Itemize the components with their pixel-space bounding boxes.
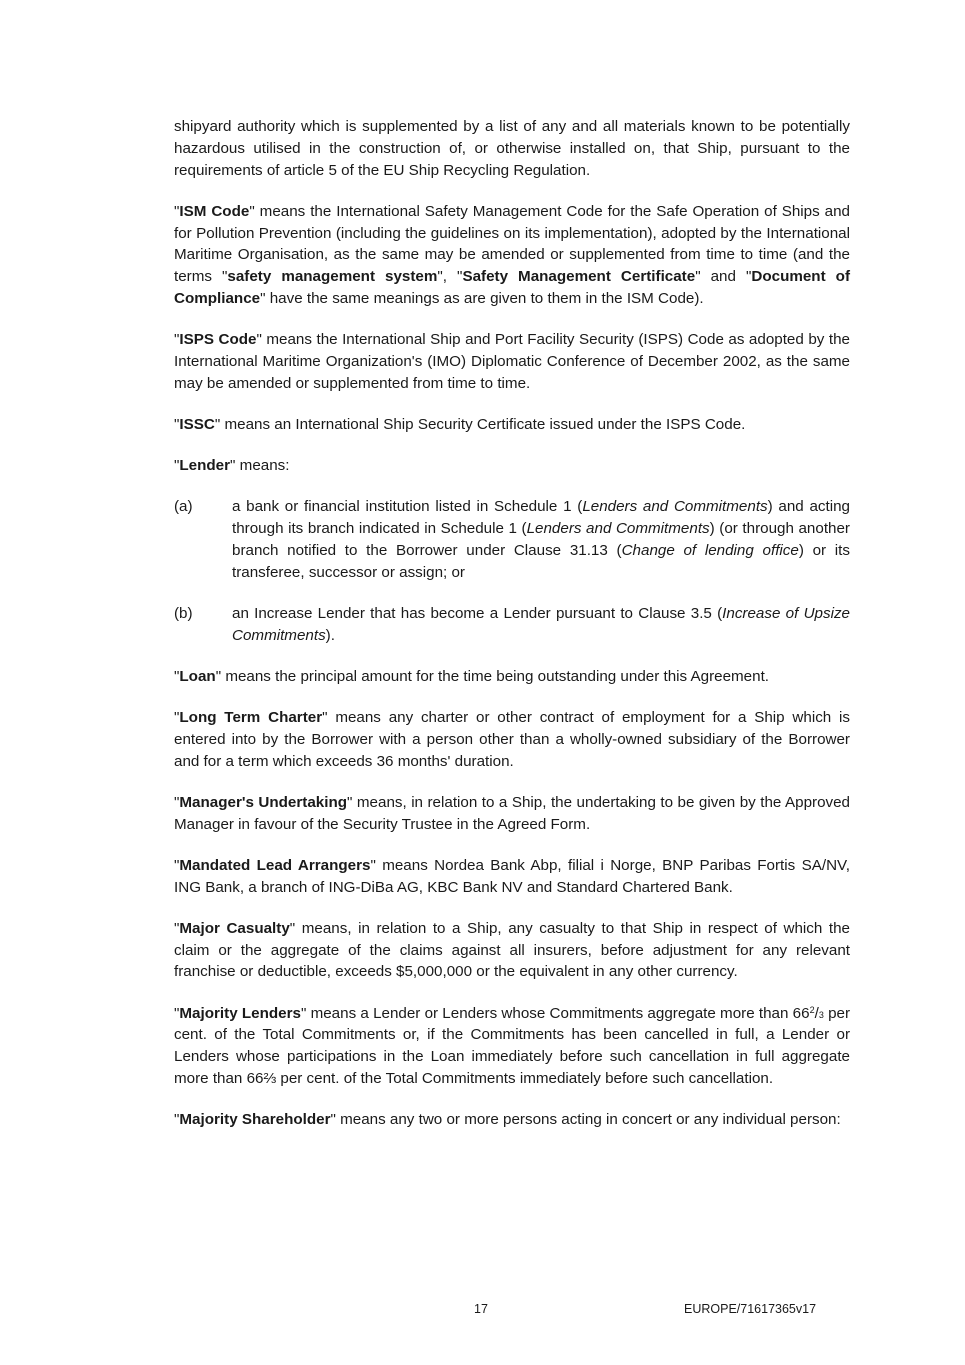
defined-term: Major Casualty (179, 919, 290, 937)
list-label: (b) (174, 604, 193, 622)
definition-loan: "Loan" means the principal amount for the time being outstanding under this Agreement. (174, 667, 770, 685)
definition-mandated-lead-arrangers: "Mandated Lead Arrangers" means Nordea Bank Abp, filial i Norge, BNP Paribas Fortis SA/NV, ING Bank, a branch of ING-DiBa AG, KBC Bank NV and Standard Chartered Bank. (174, 856, 850, 896)
defined-term: Document of Compliance (174, 268, 850, 307)
defined-term: Long Term Charter (179, 709, 323, 727)
document-reference: EUROPE/71617365v17 (684, 1302, 817, 1316)
defined-term: Mandated Lead Arrangers (179, 856, 371, 874)
defined-term: Lender (179, 457, 231, 475)
defined-term: Loan (179, 667, 216, 685)
defined-term: ISPS Code (179, 331, 257, 349)
defined-term: Majority Lenders (179, 1004, 301, 1022)
definition-managers-undertaking: "Manager's Undertaking" means, in relation to a Ship, the undertaking to be given by the Approved Manager in favour of the Security Trustee in the Agreed Form. (174, 793, 851, 833)
definition-majority-shareholder: "Majority Shareholder" means any two or more persons acting in concert or any individual person: (174, 1111, 841, 1129)
defined-term: Manager's Undertaking (179, 793, 348, 811)
definition-lender: "Lender" means: (174, 457, 290, 475)
list-item-b: (b) an Increase Lender that has become a Lender pursuant to Clause 3.5 (Increase of Upsize Commitments). (174, 604, 850, 644)
definition-isps-code: "ISPS Code" means the International Ship and Port Facility Security (ISPS) Code as adopted by the International Maritime Organization's (IMO) Diplomatic Conference of December 2002, as the same may be amended or supplemented from time to time. (174, 331, 850, 392)
list-item-a: (a) a bank or financial institution listed in Schedule 1 (Lenders and Commitments) and acting through its branch indicated in Schedule 1 (Lenders and Commitments) (or through another branch notified to the Borrower under Clause 31.13 (Change of lending office) or its transferee, successor or assign; or (174, 498, 850, 581)
list-label: (a) (174, 498, 193, 516)
defined-term: ISSC (179, 415, 215, 433)
defined-term: Safety Management Certificate (462, 268, 696, 286)
document-body (174, 116, 850, 1150)
definition-majority-lenders: "Majority Lenders" means a Lender or Lenders whose Commitments aggregate more than $66^2/3$ per cent. of the Total Commitments or, if the Commitments has been cancelled in full, a Lender or Lenders whose participations in the Loan immediately before such cancellation in full aggregate more than 66⅔ per cent. of the Total Commitments immediately before such cancellation. (174, 1004, 851, 1087)
paragraph-continuation: shipyard authority which is supplemented by a list of any and all materials known to be potentially hazardous utilised in the construction of, or otherwise installed on, that Ship, pursuant to the requirements of article 5 of the EU Ship Recycling Regulation. (174, 118, 850, 179)
defined-term: ISM Code (179, 202, 250, 220)
defined-term: safety management system (227, 268, 438, 286)
page-number: 17 (474, 1302, 488, 1316)
definition-major-casualty: "Major Casualty" means, in relation to a Ship, any casualty to that Ship in respect of which the claim or the aggregate of the claims against all insurers, before adjustment for any relevant franchise or deductible, exceeds $5,000,000 or the equivalent in any other currency. (174, 919, 850, 981)
defined-term: Majority Shareholder (179, 1111, 331, 1129)
definition-long-term-charter: "Long Term Charter" means any charter or other contract of employment for a Ship which is entered into by the Borrower with a person other than a wholly-owned subsidiary of the Borrower and for a term which exceeds 36 months' duration. (174, 709, 851, 770)
definition-ism-code: "ISM Code" means the International Safety Management Code for the Safe Operation of Ships and for Pollution Prevention (including the guidelines on its implementation), adopted by the International Maritime Organisation, as the same may be amended or supplemented from time to time (and the terms "safety management system", "Safety Management Certificate" and "Document of Compliance" have the same meanings as are given to them in the ISM Code). (174, 202, 850, 307)
definition-issc: "ISSC" means an International Ship Security Certificate issued under the ISPS Code. (174, 415, 746, 433)
